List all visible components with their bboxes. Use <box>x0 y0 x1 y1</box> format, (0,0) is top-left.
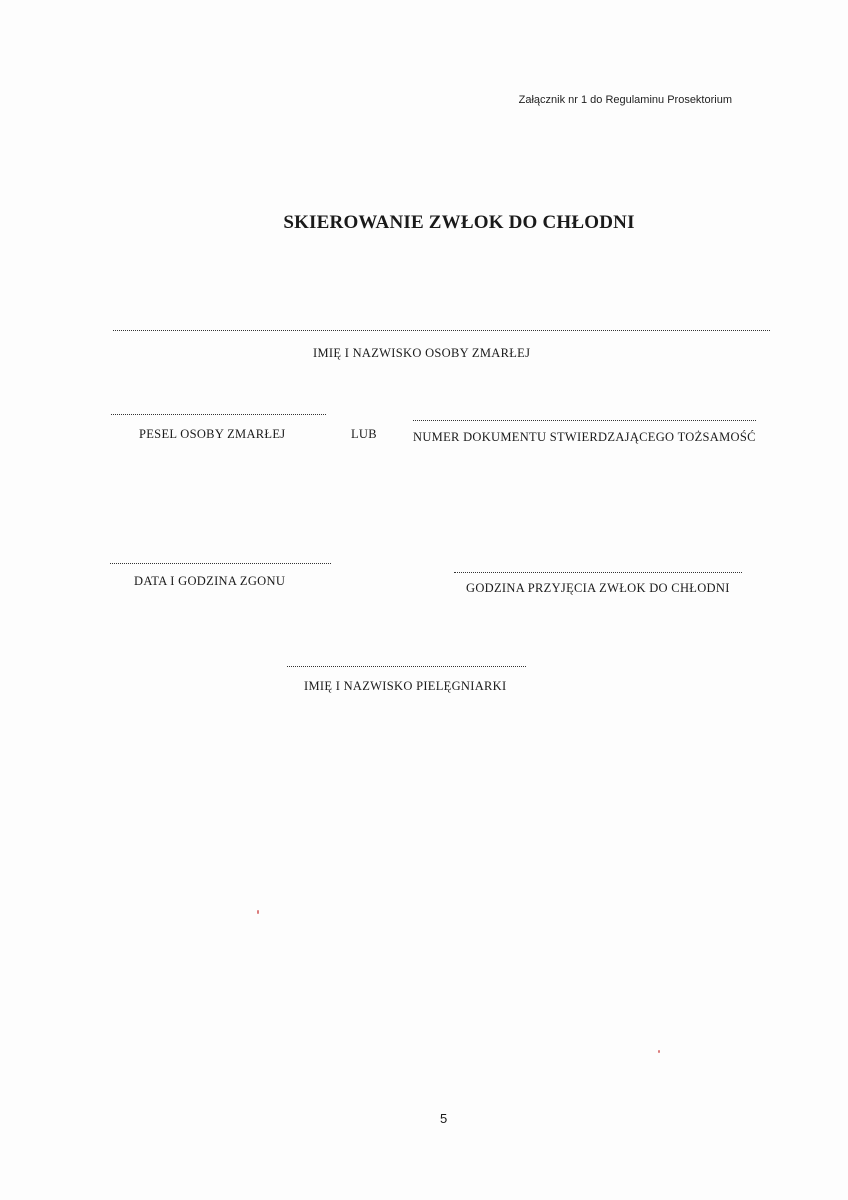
pesel-label: PESEL OSOBY ZMARŁEJ <box>139 427 286 441</box>
admission-time-label: GODZINA PRZYJĘCIA ZWŁOK DO CHŁODNI <box>466 581 730 595</box>
id-document-line[interactable] <box>413 420 756 421</box>
deceased-name-label: IMIĘ I NAZWISKO OSOBY ZMARŁEJ <box>313 346 531 360</box>
death-datetime-label: DATA I GODZINA ZGONU <box>134 574 286 588</box>
or-label: LUB <box>351 427 377 441</box>
page-number: 5 <box>440 1111 448 1126</box>
nurse-name-label: IMIĘ I NAZWISKO PIELĘGNIARKI <box>304 679 507 693</box>
annex-note: Załącznik nr 1 do Regulaminu Prosektorium <box>518 94 732 106</box>
nurse-name-line[interactable] <box>287 666 526 667</box>
death-datetime-line[interactable] <box>110 563 331 564</box>
scan-speck <box>257 910 259 914</box>
document-title: SKIEROWANIE ZWŁOK DO CHŁODNI <box>283 212 635 233</box>
pesel-line[interactable] <box>111 414 326 415</box>
id-document-label: NUMER DOKUMENTU STWIERDZAJĄCEGO TOŻSAMOŚĆ <box>413 430 756 444</box>
deceased-name-line[interactable] <box>113 330 770 331</box>
scan-speck <box>658 1050 660 1053</box>
admission-time-line[interactable] <box>454 572 742 573</box>
